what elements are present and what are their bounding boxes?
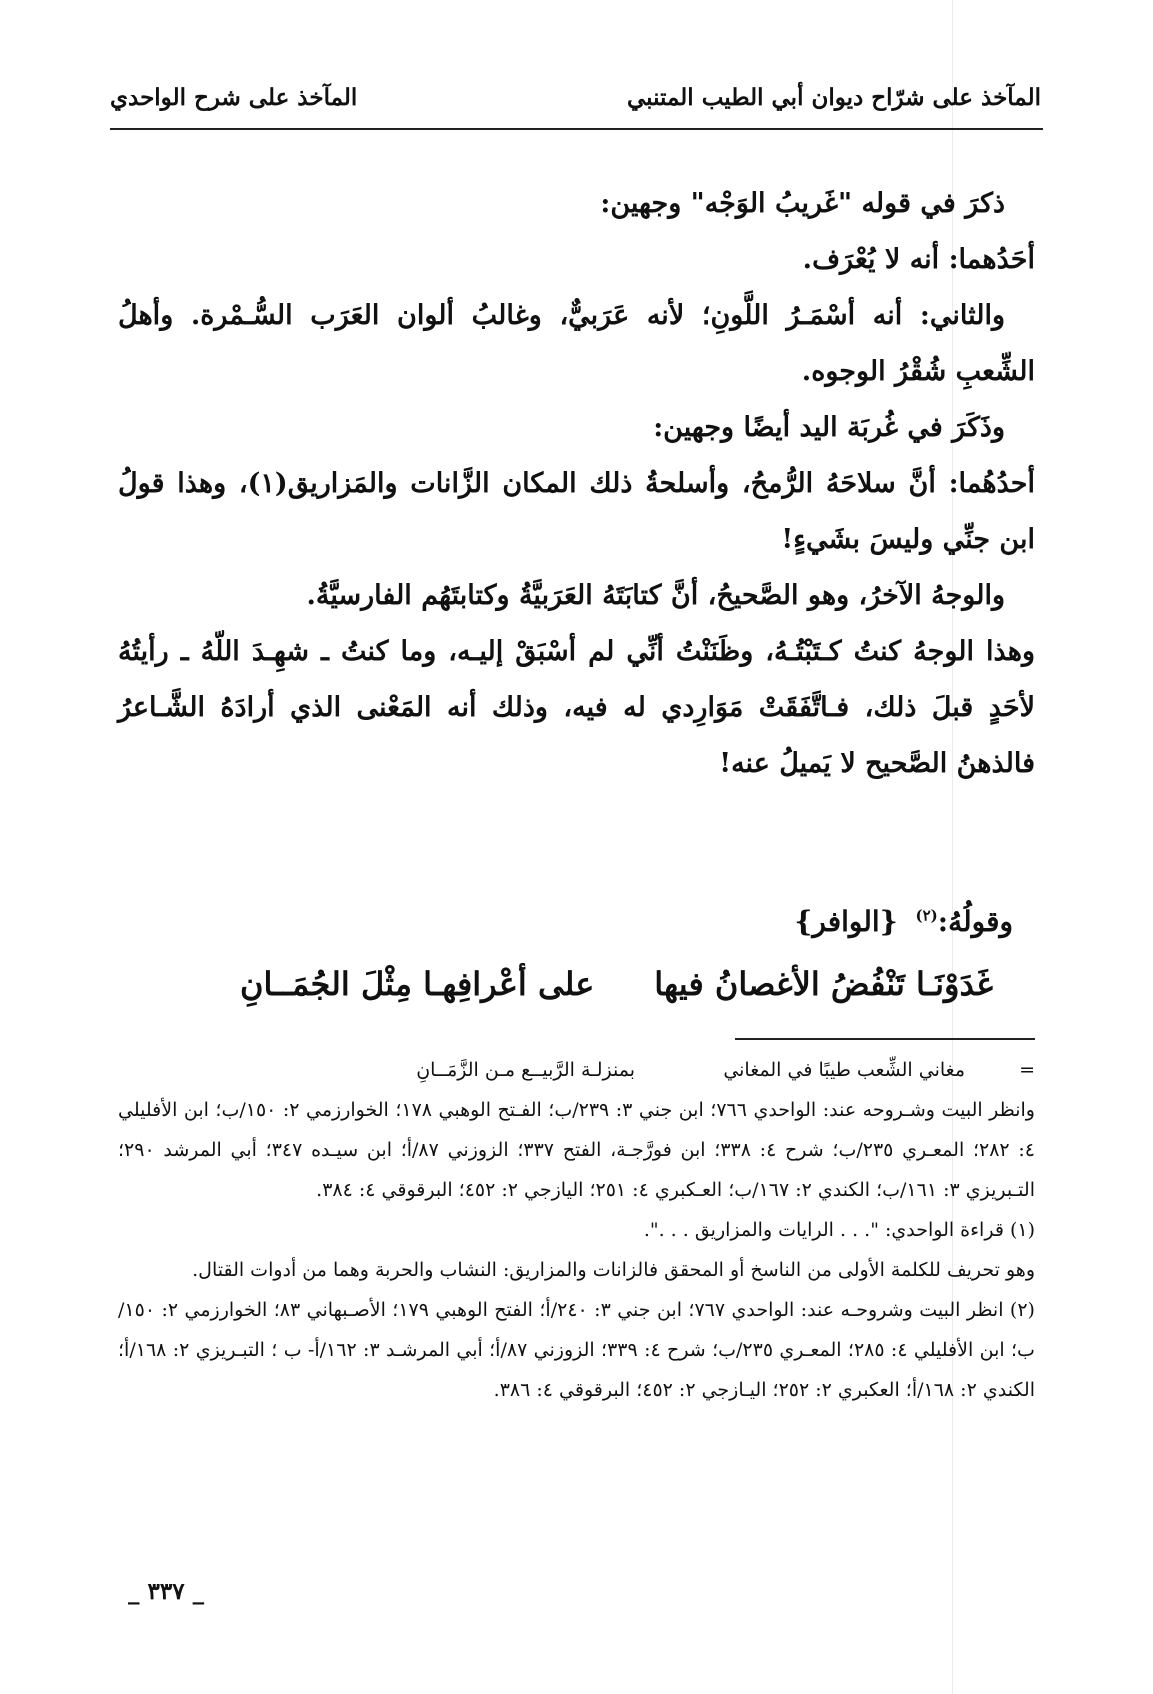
footnotes [118,1050,1035,1410]
continued-hemistich-second: بمنزلـة الرَّبيــع مـن الزَّمَــانِ [416,1059,635,1081]
continued-hemistich-first: مغاني الشِّعب طيبًا في المغاني [723,1059,965,1081]
header-rule [110,128,1043,130]
book-title: المآخذ على شرّاح ديوان أبي الطيب المتنبي [627,84,1041,111]
paragraph: والثاني: أنه أسْمَـرُ اللَّونِ؛ لأنه عَرَبيٌّ، وغالبُ ألوان العَرَب السُّـمْرة. وأهلُ الشِّعبِ شُقْرُ الوجوه. [118,300,1035,387]
verse-hemistich-first: غَدَوْنَـا تَنْفُضُ الأغصانُ فيها [654,965,993,1003]
meter-label: {الوافر} [794,905,898,938]
footnote-1: (١) قراءة الواحدي: ". . . الرايات والمزاريق . . .". [643,1219,1035,1241]
running-header [110,84,1041,124]
paragraph: ذكرَ في قوله "غَريبُ الوَجْه" وجهين: [600,188,1005,219]
paragraph: أحدُهُما: أنَّ سلاحَهُ الرُّمحُ، وأسلحةُ ذلك المكان الزَّانات والمَزاريق(١)، وهذا قولُ ابن جنِّي وليسَ بشَيءٍ! [118,468,1035,555]
footnote-ref: (٢) [915,906,938,925]
verse-line [200,965,993,1009]
footnote-rule [735,1038,1035,1040]
paragraph: والوجهُ الآخرُ، وهو الصَّحيحُ، أنَّ كتابَتَهُ العَرَبيَّةُ وكتابتَهُم الفارسيَّةُ. [306,580,1005,611]
verse-intro [794,905,1013,938]
main-text [118,176,1035,792]
continuation-mark: = [1019,1059,1035,1081]
verse-intro-label: وقولُهُ: [937,905,1013,938]
chapter-title: المآخذ على شرح الواحدي [110,84,358,111]
page-number: _ ٣٣٧ _ [128,1578,205,1605]
verse-hemistich-second: على أعْرافِهـا مِثْلَ الجُمَــانِ [240,965,595,1003]
paragraph: وهذا الوجهُ كنتُ كـتَبْتُـهُ، وظَنَنْتُ أنِّي لم أسْبَقْ إليـه، وما كنتُ ـ شهِـدَ اللّهُ ـ رأيتُهُ لأحَدٍ قبلَ ذلك، فـاتَّفَقَتْ مَوَارِدي له فيه، وذلك أنه المَعْنى الذي أرادَهُ الشَّـاعرُ فالذهنُ الصَّحيح لا يَميلُ عنه! [118,636,1035,779]
footnote-2: (٢) انظر البيت وشروحـه عند: الواحدي ٧٦٧؛ ابن جني ٣: ٢٤٠/أ؛ الفتح الوهبي ١٧٩؛ الأصـبهاني ٨٣؛ الخوارزمي ٢: ١٥٠/ب؛ ابن الأفليلي ٤: ٢٨٥؛ المعـري ٢٣٥/ب؛ شرح ٤: ٣٣٩؛ الزوزني ٨٧/أ؛ أبي المرشـد ٣: ١٦٢/أ- ب ؛ التبـريزي ٢: ١٦٨/أ؛ الكندي ٢: ١٦٨/أ؛ العكبري ٢: ٢٥٢؛ اليـازجي ٢: ٤٥٢؛ البرقوقي ٤: ٣٨٦. [118,1299,1035,1401]
footnote-1-note: وهو تحريف للكلمة الأولى من الناسخ أو المحقق فالزانات والمزاريق: النشاب والحربة وهما من أدوات القتال. [192,1259,1035,1281]
continued-verse [118,1050,1035,1090]
footnote-continued: وانظر البيت وشـروحه عند: الواحدي ٧٦٦؛ ابن جني ٣: ٢٣٩/ب؛ الفـتح الوهبي ١٧٨؛ الخوارزمي ٢: ١٥٠/ب؛ ابن الأفليلي ٤: ٢٨٢؛ المعـري ٢٣٥/ب؛ شرح ٤: ٣٣٨؛ ابن فورَّجـة، الفتح ٣٣٧؛ الزوزني ٨٧/أ؛ ابن سيـده ٣٤٧؛ أبي المرشد ٢٩٠؛ التـبريزي ٣: ١٦١/ب؛ الكندي ٢: ١٦٧/ب؛ العـكبري ٤: ٢٥١؛ اليازجي ٢: ٤٥٢؛ البرقوقي ٤: ٣٨٤. [118,1099,1035,1201]
paragraph: أحَدُهما: أنه لا يُعْرَف. [802,244,1035,275]
paragraph: وذَكَرَ في غُربَة اليد أيضًا وجهين: [653,412,1005,443]
